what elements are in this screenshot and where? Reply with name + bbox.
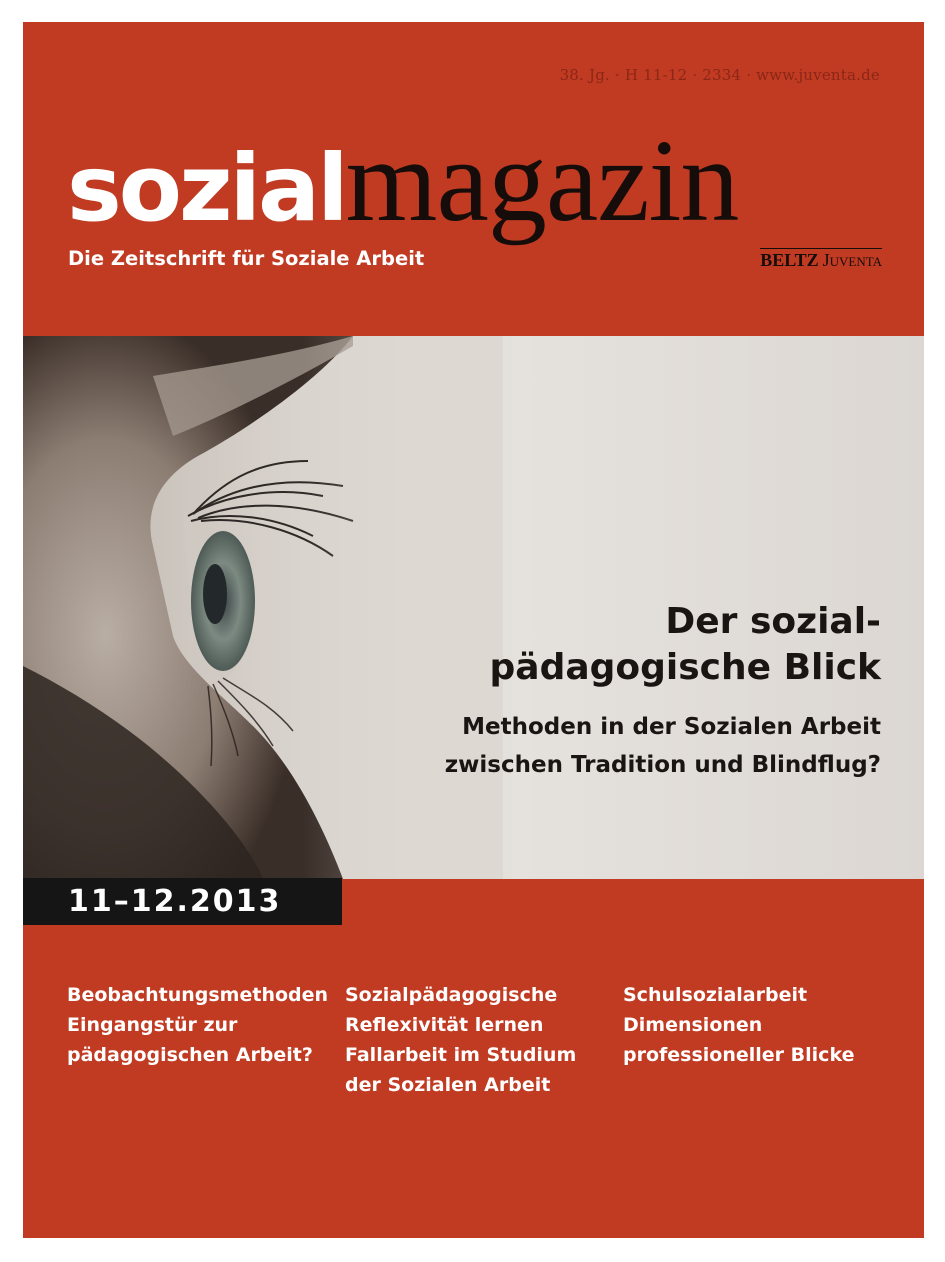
masthead-logo <box>67 115 739 246</box>
publisher-logo <box>760 248 882 271</box>
teaser-2 <box>345 980 625 1100</box>
cover-headline: Der sozial- pädagogische Blick <box>489 601 881 688</box>
teaser-subtitle: Dimensionen professioneller Blicke <box>623 1014 855 1066</box>
masthead-magazin: magazin <box>345 115 739 246</box>
teaser-subtitle: Fallarbeit im Studium der Sozialen Arbeit <box>345 1044 577 1096</box>
teaser-title: Beobachtungsmethoden <box>67 984 329 1006</box>
issue-date-tab <box>23 878 342 925</box>
publisher-name-1: BELTZ <box>760 250 819 270</box>
teaser-1 <box>67 980 347 1070</box>
teaser-title: Schulsozialarbeit <box>623 984 808 1006</box>
issue-date: 11–12.2013 <box>68 884 282 919</box>
publisher-name-2: Juventa <box>822 250 882 270</box>
teaser-3 <box>623 980 903 1070</box>
issue-info: 38. Jg. · H 11-12 · 2334 · www.juventa.de <box>559 66 880 84</box>
masthead-subtitle: Die Zeitschrift für Soziale Arbeit <box>68 247 425 270</box>
masthead-sozial: sozial <box>67 135 346 242</box>
cover-deck: Methoden in der Sozialen Arbeit zwischen Tradition und Blindflug? <box>444 714 881 778</box>
teaser-title: Sozialpädagogische Reflexivität lernen <box>345 984 558 1036</box>
magazine-cover <box>23 22 924 1238</box>
teaser-subtitle: Eingangstür zur pädagogischen Arbeit? <box>67 1014 313 1066</box>
